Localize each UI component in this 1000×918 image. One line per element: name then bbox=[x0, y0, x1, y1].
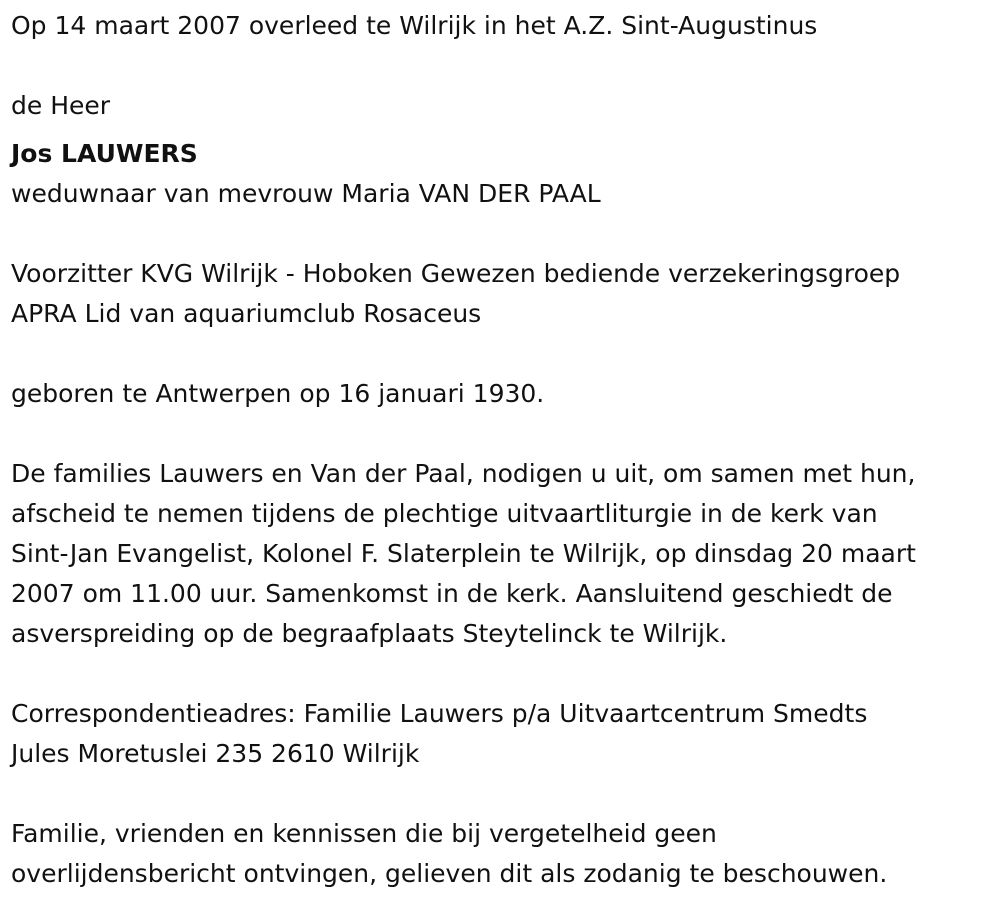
closing-line-1: Familie, vrienden en kennissen die bij vergetelheid geen bbox=[11, 819, 717, 848]
widower-of: weduwnaar van mevrouw Maria VAN DER PAAL bbox=[11, 179, 601, 208]
death-announcement: Op 14 maart 2007 overleed te Wilrijk in het A.Z. Sint-Augustinus bbox=[11, 11, 818, 40]
invitation-line: afscheid te nemen tijdens de plechtige uitvaartliturgie in de kerk van bbox=[11, 499, 878, 528]
invitation-line: asverspreiding op de begraafplaats Steytelinck te Wilrijk. bbox=[11, 619, 728, 648]
correspondence-line-1: Correspondentieadres: Familie Lauwers p/a Uitvaartcentrum Smedts bbox=[11, 699, 868, 728]
spacer bbox=[11, 214, 986, 254]
closing-line-2: overlijdensbericht ontvingen, gelieven dit als zodanig te beschouwen. bbox=[11, 859, 888, 888]
obituary-notice bbox=[11, 6, 986, 894]
birth-info: geboren te Antwerpen op 16 januari 1930. bbox=[11, 379, 545, 408]
spacer bbox=[11, 414, 986, 454]
deceased-name: Jos LAUWERS bbox=[11, 139, 198, 168]
spacer bbox=[11, 334, 986, 374]
spacer bbox=[11, 654, 986, 694]
roles-line-2: APRA Lid van aquariumclub Rosaceus bbox=[11, 299, 482, 328]
spacer bbox=[11, 774, 986, 814]
roles-line-1: Voorzitter KVG Wilrijk - Hoboken Gewezen bediende verzekeringsgroep bbox=[11, 259, 901, 288]
honorific: de Heer bbox=[11, 91, 111, 120]
correspondence-line-2: Jules Moretuslei 235 2610 Wilrijk bbox=[11, 739, 420, 768]
invitation-line: Sint-Jan Evangelist, Kolonel F. Slaterplein te Wilrijk, op dinsdag 20 maart bbox=[11, 539, 916, 568]
invitation-line: De families Lauwers en Van der Paal, nodigen u uit, om samen met hun, bbox=[11, 459, 916, 488]
invitation-line: 2007 om 11.00 uur. Samenkomst in de kerk. Aansluitend geschiedt de bbox=[11, 579, 893, 608]
spacer bbox=[11, 46, 986, 86]
